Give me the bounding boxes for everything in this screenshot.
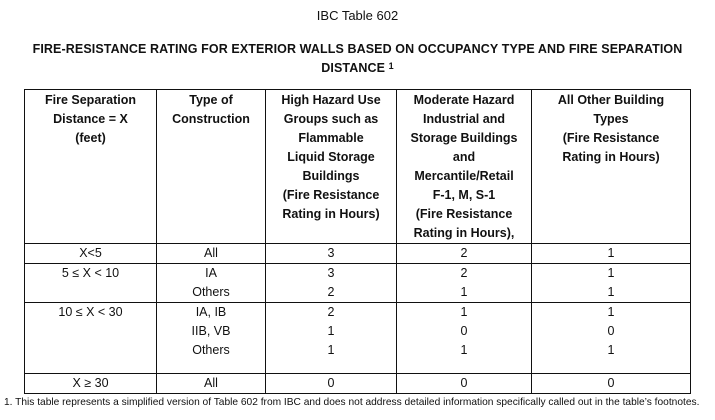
rating-value: 1: [460, 285, 468, 299]
header-line: Distance = X: [53, 112, 128, 126]
rating-value: 1: [607, 343, 615, 357]
moderate-hazard-cell: [397, 303, 532, 374]
construction-cell: [157, 264, 266, 303]
header-line: Rating in Hours): [282, 207, 380, 221]
table-row: [25, 244, 691, 264]
header-line: Rating in Hours),: [413, 226, 515, 240]
construction-cell: [157, 244, 266, 264]
rating-value: 1: [460, 305, 468, 319]
distance-value: X<5: [79, 246, 102, 260]
document-title: IBC Table 602: [316, 8, 399, 23]
table-heading-text: FIRE-RESISTANCE RATING FOR EXTERIOR WALLS BASED ON OCCUPANCY TYPE AND FIRE SEPARATION DISTANCE: [32, 42, 683, 75]
rating-value: 3: [327, 246, 335, 260]
rating-value: 1: [607, 246, 615, 260]
header-line: (feet): [75, 131, 106, 145]
other-cell: [532, 264, 691, 303]
rating-value: 2: [327, 305, 335, 319]
header-line: (Fire Resistance: [415, 207, 513, 221]
header-line: Mercantile/Retail: [414, 169, 514, 183]
header-line: Industrial and: [423, 112, 505, 126]
header-line: High Hazard Use: [281, 93, 381, 107]
header-type-of-construction: [157, 90, 266, 244]
header-line: Moderate Hazard: [413, 93, 515, 107]
header-line: Liquid Storage: [287, 150, 375, 164]
construction-value: All: [204, 376, 218, 390]
header-line: Groups such as: [283, 112, 379, 126]
rating-value: 0: [607, 324, 615, 338]
construction-value: All: [204, 246, 218, 260]
distance-value: 5 ≤ X < 10: [61, 266, 120, 280]
table-row: [25, 264, 691, 303]
distance-cell: [25, 374, 157, 394]
header-line: Storage Buildings: [410, 131, 518, 145]
high-hazard-cell: [266, 264, 397, 303]
rating-value: 1: [327, 324, 335, 338]
header-line: (Fire Resistance: [282, 188, 380, 202]
footnote-marker: 1: [388, 61, 394, 71]
rating-value: 3: [327, 266, 335, 280]
header-moderate-hazard: [397, 90, 532, 244]
high-hazard-cell: [266, 374, 397, 394]
header-line: (Fire Resistance: [562, 131, 660, 145]
construction-value: IA, IB: [195, 305, 227, 319]
distance-value: X ≥ 30: [72, 376, 109, 390]
rating-value: 0: [607, 376, 615, 390]
header-line: Type of: [189, 93, 233, 107]
rating-value: 2: [327, 285, 335, 299]
rating-value: 0: [460, 376, 468, 390]
high-hazard-cell: [266, 244, 397, 264]
header-line: and: [452, 150, 476, 164]
construction-cell: [157, 374, 266, 394]
moderate-hazard-cell: [397, 244, 532, 264]
rating-value: 1: [607, 305, 615, 319]
construction-value: Others: [192, 343, 230, 357]
rating-value: 0: [460, 324, 468, 338]
construction-value: Others: [192, 285, 230, 299]
rating-value: 1: [607, 285, 615, 299]
rating-value: 0: [327, 376, 335, 390]
header-fire-separation-distance: [25, 90, 157, 244]
header-line: Buildings: [302, 169, 360, 183]
header-high-hazard: [266, 90, 397, 244]
table-heading: [20, 40, 695, 78]
header-all-other-buildings: [532, 90, 691, 244]
rating-value: 2: [460, 246, 468, 260]
header-line: Types: [593, 112, 629, 126]
distance-cell: [25, 303, 157, 374]
moderate-hazard-cell: [397, 374, 532, 394]
header-line: Flammable: [298, 131, 364, 145]
header-line: Construction: [172, 112, 250, 126]
other-cell: [532, 244, 691, 264]
table-row: [25, 303, 691, 374]
distance-cell: [25, 264, 157, 303]
header-line: Rating in Hours): [562, 150, 660, 164]
moderate-hazard-cell: [397, 264, 532, 303]
rating-value: 1: [607, 266, 615, 280]
table-header-row: [25, 90, 691, 244]
other-cell: [532, 374, 691, 394]
construction-value: IIB, VB: [191, 324, 231, 338]
table-row: [25, 374, 691, 394]
header-line: All Other Building: [557, 93, 665, 107]
construction-cell: [157, 303, 266, 374]
rating-value: 1: [460, 343, 468, 357]
other-cell: [532, 303, 691, 374]
construction-value: IA: [205, 266, 217, 280]
rating-value: 1: [327, 343, 335, 357]
distance-cell: [25, 244, 157, 264]
header-line: Fire Separation: [45, 93, 136, 107]
rating-value: 2: [460, 266, 468, 280]
fire-resistance-table: [24, 89, 691, 394]
distance-value: 10 ≤ X < 30: [58, 305, 123, 319]
high-hazard-cell: [266, 303, 397, 374]
header-line: F-1, M, S-1: [432, 188, 496, 202]
table-footnote: 1. This table represents a simplified version of Table 602 from IBC and does not address detailed information specifically called out in the table’s footnotes.: [4, 397, 700, 408]
